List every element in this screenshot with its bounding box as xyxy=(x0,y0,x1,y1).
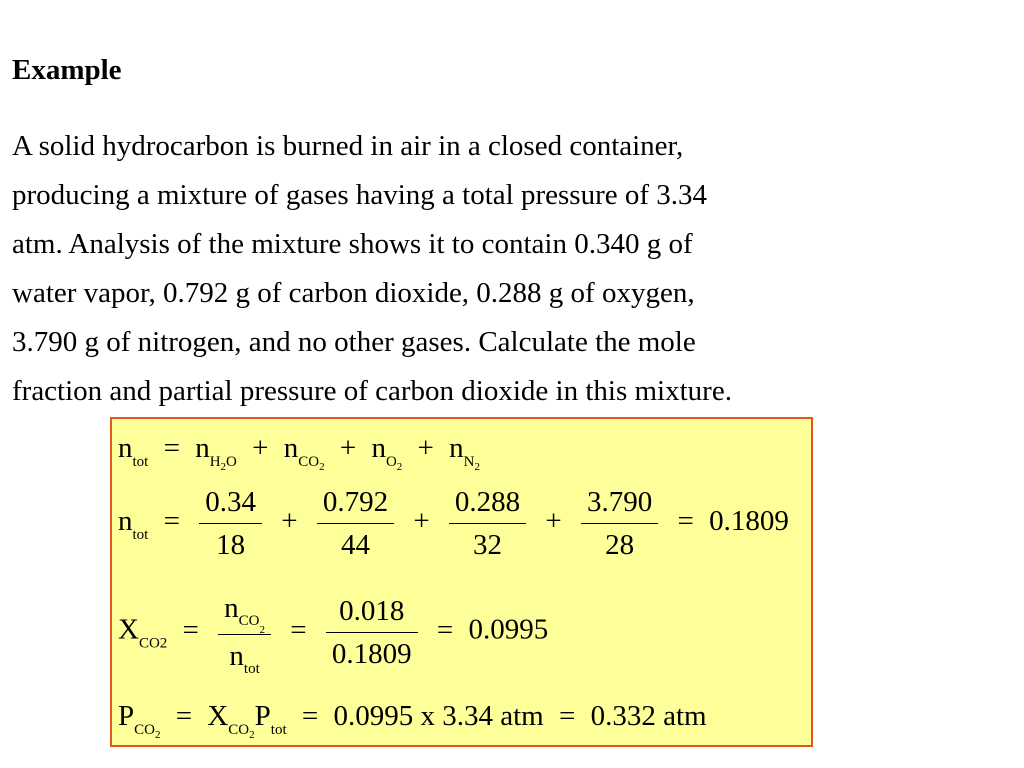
fraction-symbolic: $\frac{n_{CO_2}}{n_{tot}}$ xyxy=(218,591,271,673)
symbol-p: P xyxy=(254,700,271,732)
symbol-n: n xyxy=(283,432,299,464)
equals-sign: = xyxy=(163,505,180,538)
equals-sign: = xyxy=(163,432,180,464)
equals-sign: = xyxy=(558,700,576,732)
subscript-o2: O2 xyxy=(385,454,403,473)
problem-line: atm. Analysis of the mixture shows it to contain 0.340 g of xyxy=(12,228,693,260)
subscript-tot: tot xyxy=(132,527,149,544)
equals-sign: = xyxy=(301,700,319,732)
symbol-x: X xyxy=(118,613,139,646)
plus-sign: + xyxy=(417,432,434,464)
mole-fraction-result: 0.0995 xyxy=(468,613,549,646)
symbol-n: n xyxy=(118,505,133,538)
fraction-carbon-dioxide: $\frac{0.792}{44}$ xyxy=(317,485,394,562)
plus-sign: + xyxy=(413,505,430,538)
subscript-co2: CO2 xyxy=(134,722,161,741)
equals-sign: = xyxy=(436,613,454,646)
subscript-h2o: H2O xyxy=(209,454,237,473)
solution-box xyxy=(110,417,813,747)
equals-sign: = xyxy=(290,613,307,646)
equals-sign: = xyxy=(182,613,199,646)
equation-moles-sum xyxy=(118,485,789,562)
problem-line: A solid hydrocarbon is burned in air in a closed container, xyxy=(12,130,684,162)
unit-atm: atm xyxy=(500,700,544,732)
times-sign: x xyxy=(420,700,435,732)
symbol-n: n xyxy=(371,432,386,464)
problem-line: 3.790 g of nitrogen, and no other gases. Calculate the mole xyxy=(12,326,696,358)
fraction-numeric: $\frac{0.018}{0.1809}$ xyxy=(326,594,418,671)
plus-sign: + xyxy=(252,432,269,464)
subscript-co2: CO2 xyxy=(138,635,168,652)
fraction-nitrogen: $\frac{3.790}{28}$ xyxy=(581,485,658,562)
total-pressure-value: 3.34 xyxy=(442,700,493,732)
fraction-water: $\frac{0.34}{18}$ xyxy=(199,485,262,562)
plus-sign: + xyxy=(281,505,298,538)
subscript-co2: CO2 xyxy=(228,722,255,741)
unit-atm: atm xyxy=(663,700,707,732)
subscript-tot: tot xyxy=(270,722,287,738)
problem-line: producing a mixture of gases having a total pressure of 3.34 xyxy=(12,179,708,211)
symbol-n: n xyxy=(195,432,210,464)
problem-line: fraction and partial pressure of carbon dioxide in this mixture. xyxy=(12,375,732,407)
symbol-n: n xyxy=(449,432,464,464)
equals-sign: = xyxy=(677,505,694,538)
subscript-n2: N2 xyxy=(463,454,480,473)
symbol-n: n xyxy=(118,432,133,464)
subscript-tot: tot xyxy=(132,454,149,470)
symbol-p: P xyxy=(118,700,135,732)
slide-title: Example xyxy=(12,54,122,86)
plus-sign: + xyxy=(339,432,357,464)
subscript-co2: CO2 xyxy=(298,454,325,473)
total-moles-result: 0.1809 xyxy=(709,505,789,538)
symbol-x: X xyxy=(207,700,229,732)
partial-pressure-result: 0.332 xyxy=(590,700,656,732)
equation-partial-pressure xyxy=(118,700,707,741)
equation-total-moles xyxy=(118,432,480,473)
equation-mole-fraction xyxy=(118,591,549,677)
problem-statement xyxy=(12,122,1017,416)
plus-sign: + xyxy=(545,505,562,538)
mole-fraction-value: 0.0995 xyxy=(333,700,414,732)
equals-sign: = xyxy=(175,700,193,732)
problem-line: water vapor, 0.792 g of carbon dioxide, 0.288 g of oxygen, xyxy=(12,277,695,309)
fraction-oxygen: $\frac{0.288}{32}$ xyxy=(449,485,526,562)
